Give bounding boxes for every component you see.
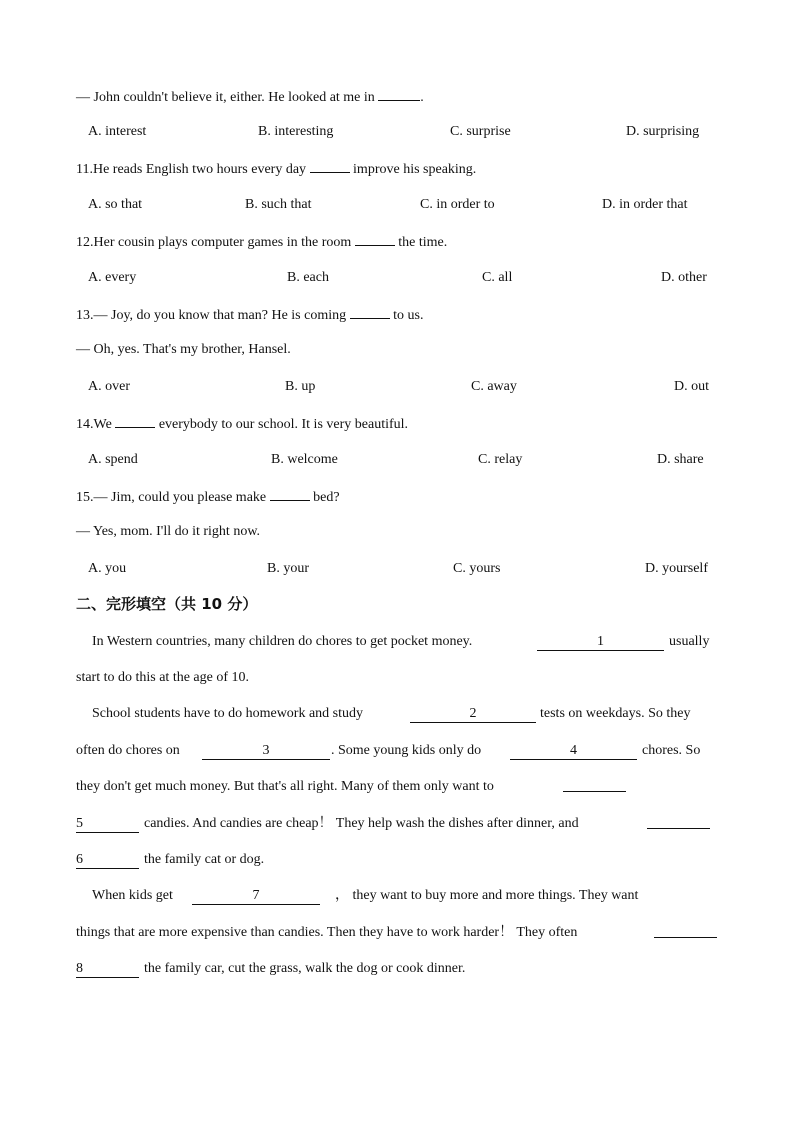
passage-p2-line3	[76, 777, 494, 797]
passage-p3-line2: things that are more expensive than candies. Then they have to work harder！ They often	[76, 925, 578, 940]
q12-option-d[interactable]: D. other	[661, 270, 707, 285]
cloze-number-2: 2	[410, 706, 536, 723]
passage-p2-line5: the family cat or dog.	[144, 852, 265, 867]
q13-option-a[interactable]: A. over	[88, 379, 130, 394]
cloze-blank-7[interactable]	[192, 886, 320, 906]
passage-text: In Western countries, many children do chores to get pocket money.	[92, 634, 473, 649]
q12-option-a[interactable]: A. every	[88, 270, 137, 285]
cloze-number-7: 7	[192, 888, 320, 905]
q11-text-post: improve his speaking.	[349, 162, 477, 177]
cloze-blank-5a[interactable]	[563, 777, 626, 799]
cloze-blank-3[interactable]	[202, 741, 330, 761]
q10-blank[interactable]	[378, 86, 420, 101]
q14-blank[interactable]	[115, 413, 155, 428]
q15-text-pre: 15.— Jim, could you please make	[76, 490, 270, 505]
blank-line	[563, 777, 626, 792]
q15-option-b[interactable]: B. your	[267, 561, 309, 576]
q15-blank[interactable]	[270, 486, 310, 501]
passage-text: tests on weekdays. So they	[540, 706, 691, 721]
blank-line	[654, 923, 717, 938]
q14-text-post: everybody to our school. It is very beautiful.	[155, 417, 409, 432]
passage-p1-line2: start to do this at the age of 10.	[76, 670, 250, 685]
q14-option-b[interactable]: B. welcome	[271, 452, 338, 467]
passage-text: chores. So	[642, 743, 701, 758]
passage-p2-line1: School students have to do homework and study	[92, 706, 364, 721]
q12-text-pre: 12.Her cousin plays computer games in the room	[76, 235, 355, 250]
q13-option-b[interactable]: B. up	[285, 379, 316, 394]
passage-p1-line1	[92, 632, 472, 652]
q13-text-pre: 13.— Joy, do you know that man? He is coming	[76, 308, 350, 323]
q15-reply: — Yes, mom. I'll do it right now.	[76, 524, 261, 539]
q11-blank[interactable]	[310, 158, 350, 173]
q12-blank[interactable]	[355, 231, 395, 246]
q11-option-a[interactable]: A. so that	[88, 197, 143, 212]
passage-text: usually	[669, 634, 710, 649]
q12-option-c[interactable]: C. all	[482, 270, 513, 285]
passage-text: they don't get much money. But that's all right. Many of them only want to	[76, 779, 494, 794]
cloze-blank-1[interactable]	[537, 632, 664, 652]
q10-option-c[interactable]: C. surprise	[450, 124, 511, 139]
q15-option-c[interactable]: C. yours	[453, 561, 501, 576]
q15-option-a[interactable]: A. you	[88, 561, 127, 576]
q11-option-b[interactable]: B. such that	[245, 197, 312, 212]
cloze-blank-8a[interactable]	[654, 923, 717, 945]
q10-option-a[interactable]: A. interest	[88, 124, 147, 139]
section-title: 二、完形填空（共 10 分）	[76, 595, 258, 613]
q11-option-d[interactable]: D. in order that	[602, 197, 688, 212]
q13-reply: — Oh, yes. That's my brother, Hansel.	[76, 342, 291, 357]
q14-text-pre: 14.We	[76, 417, 116, 432]
q10-text-pre: — John couldn't believe it, either. He looked at me in	[76, 90, 379, 105]
cloze-blank-5[interactable]	[76, 814, 139, 834]
q13-option-d[interactable]: D. out	[674, 379, 709, 394]
passage-p2-line2a: often do chores on	[76, 743, 180, 758]
q13-blank[interactable]	[350, 304, 390, 319]
q12-stem	[76, 231, 447, 253]
q14-stem	[76, 413, 408, 435]
q15-stem	[76, 486, 340, 508]
passage-p3-line3: the family car, cut the grass, walk the dog or cook dinner.	[144, 961, 466, 976]
cloze-number-4: 4	[510, 743, 637, 760]
cloze-blank-8[interactable]	[76, 959, 139, 979]
q15-option-d[interactable]: D. yourself	[645, 561, 708, 576]
q12-option-b[interactable]: B. each	[287, 270, 329, 285]
q10-option-d[interactable]: D. surprising	[626, 124, 700, 139]
cloze-blank-6a[interactable]	[647, 814, 710, 836]
cloze-number-8: 8	[76, 961, 139, 978]
q11-text-pre: 11.He reads English two hours every day	[76, 162, 310, 177]
q14-option-c[interactable]: C. relay	[478, 452, 523, 467]
cloze-blank-2[interactable]	[410, 704, 536, 724]
q14-option-d[interactable]: D. share	[657, 452, 704, 467]
blank-line	[647, 814, 710, 829]
q13-text-post: to us.	[389, 308, 424, 323]
q10-option-b[interactable]: B. interesting	[258, 124, 334, 139]
passage-p2-line4: candies. And candies are cheap！ They help wash the dishes after dinner, and	[144, 816, 579, 831]
cloze-blank-4[interactable]	[510, 741, 637, 761]
cloze-blank-6[interactable]	[76, 850, 139, 870]
q11-option-c[interactable]: C. in order to	[420, 197, 495, 212]
cloze-number-3: 3	[202, 743, 330, 760]
q10-reply-line	[76, 86, 424, 108]
q10-text-post: .	[420, 90, 424, 105]
cloze-number-1: 1	[537, 634, 664, 651]
cloze-number-6: 6	[76, 852, 139, 869]
q13-stem	[76, 304, 423, 326]
q15-text-post: bed?	[309, 490, 340, 505]
q14-option-a[interactable]: A. spend	[88, 452, 138, 467]
passage-p3-line1: When kids get	[92, 888, 173, 903]
cloze-number-5: 5	[76, 816, 139, 833]
passage-text: ， they want to buy more and more things. They want	[335, 888, 639, 903]
q13-option-c[interactable]: C. away	[471, 379, 517, 394]
q11-stem	[76, 158, 476, 180]
passage-text: . Some young kids only do	[331, 743, 482, 758]
q12-text-post: the time.	[394, 235, 448, 250]
